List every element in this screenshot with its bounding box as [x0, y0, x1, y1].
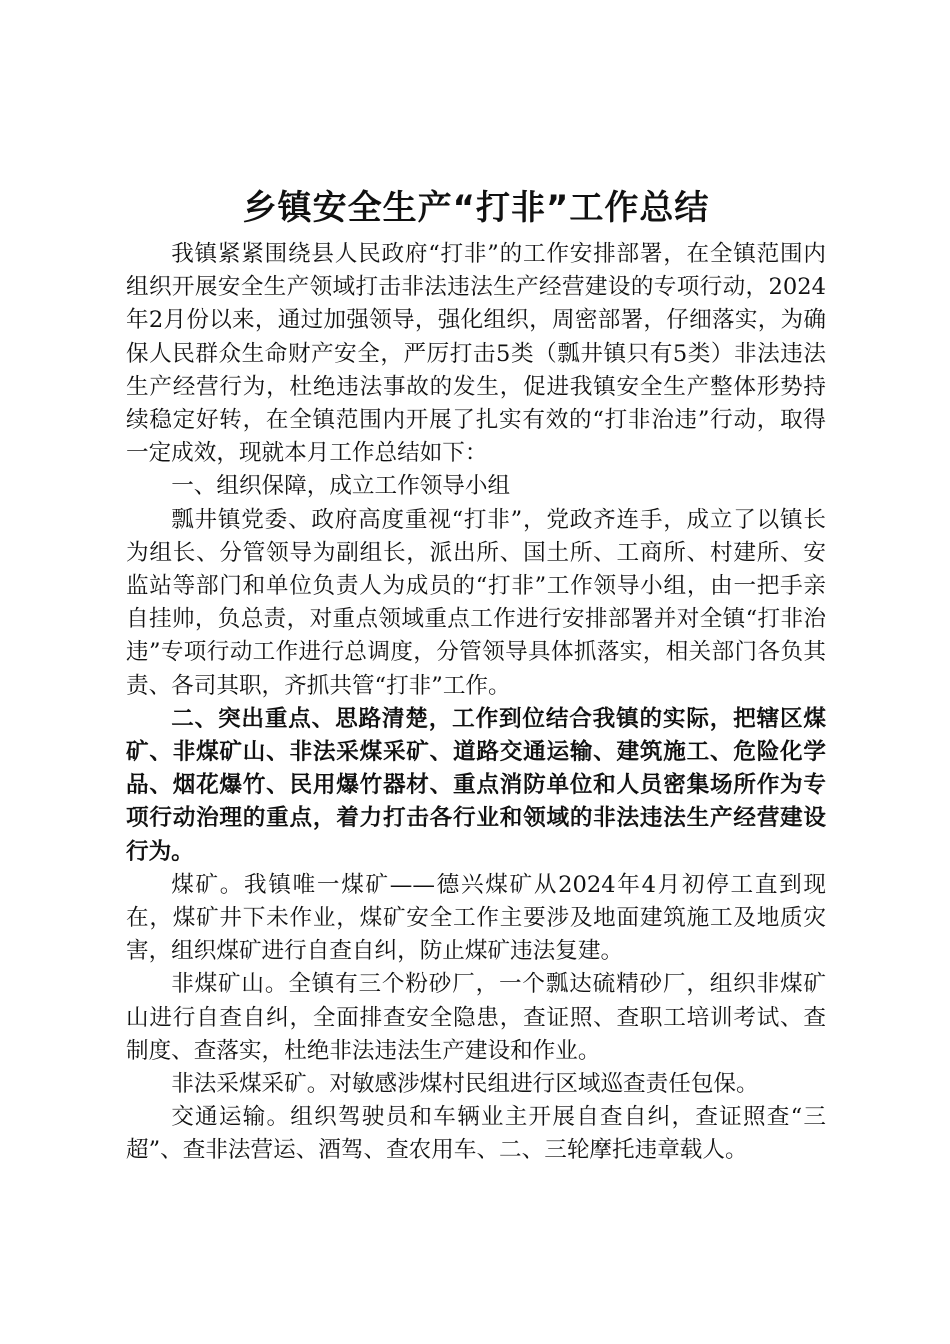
document-page: [126, 180, 826, 1168]
document-title: 乡镇安全生产“打非”工作总结: [242, 188, 710, 228]
non-coal-mine-paragraph: 非煤矿山。全镇有三个粉砂厂，一个瓢达硫精砂厂，组织非煤矿山进行自查自纠，全面排查安全隐患，查证照、查职工培训考试、查制度、查落实，杜绝非法违法生产建设和作业。: [126, 971, 826, 1064]
coal-mine-paragraph: 煤矿。我镇唯一煤矿——德兴煤矿从2024年4月初停工直到现在，煤矿井下未作业，煤矿安全工作主要涉及地面建筑施工及地质灾害，组织煤矿进行自查自纠，防止煤矿违法复建。: [126, 871, 826, 965]
transport-paragraph: 交通运输。组织驾驶员和车辆业主开展自查自纠，查证照查“三超”、查非法营运、酒驾、查农用车、二、三轮摩托违章载人。: [126, 1104, 826, 1164]
section-heading-organization: 一、组织保障，成立工作领导小组: [171, 473, 511, 500]
intro-paragraph: 我镇紧紧围绕县人民政府“打非”的工作安排部署，在全镇范围内组织开展安全生产领域打击非法违法生产经营建设的专项行动，2024年2月份以来，通过加强领导，强化组织，周密部署，仔细落实，为确保人民群众生命财产安全，严厉打击5类（瓢井镇只有5类）非法违法生产经营行为，杜绝违法事故的发生，促进我镇安全生产整体形势持续稳定好转，在全镇范围内开展了扎实有效的“打非治违”行动，取得一定成效，现就本月工作总结如下：: [126, 241, 826, 467]
organization-paragraph: 瓢井镇党委、政府高度重视“打非”，党政齐连手，成立了以镇长为组长、分管领导为副组长，派出所、国土所、工商所、村建所、安监站等部门和单位负责人为成员的“打非”工作领导小组，由一把手亲自挂帅，负总责，对重点领域重点工作进行安排部署并对全镇“打非治违”专项行动工作进行总调度，分管领导具体抓落实，相关部门各负其责、各司其职，齐抓共管“打非”工作。: [126, 506, 826, 699]
section-heading-focus: 二、突出重点、思路清楚，工作到位结合我镇的实际，把辖区煤矿、非煤矿山、非法采煤采矿、道路交通运输、建筑施工、危险化学品、烟花爆竹、民用爆竹器材、重点消防单位和人员密集场所作为专项行动治理的重点，着力打击各行业和领域的非法违法生产经营建设行为。: [126, 705, 826, 865]
illegal-mining-paragraph: 非法采煤采矿。对敏感涉煤村民组进行区域巡查责任包保。: [171, 1071, 759, 1098]
